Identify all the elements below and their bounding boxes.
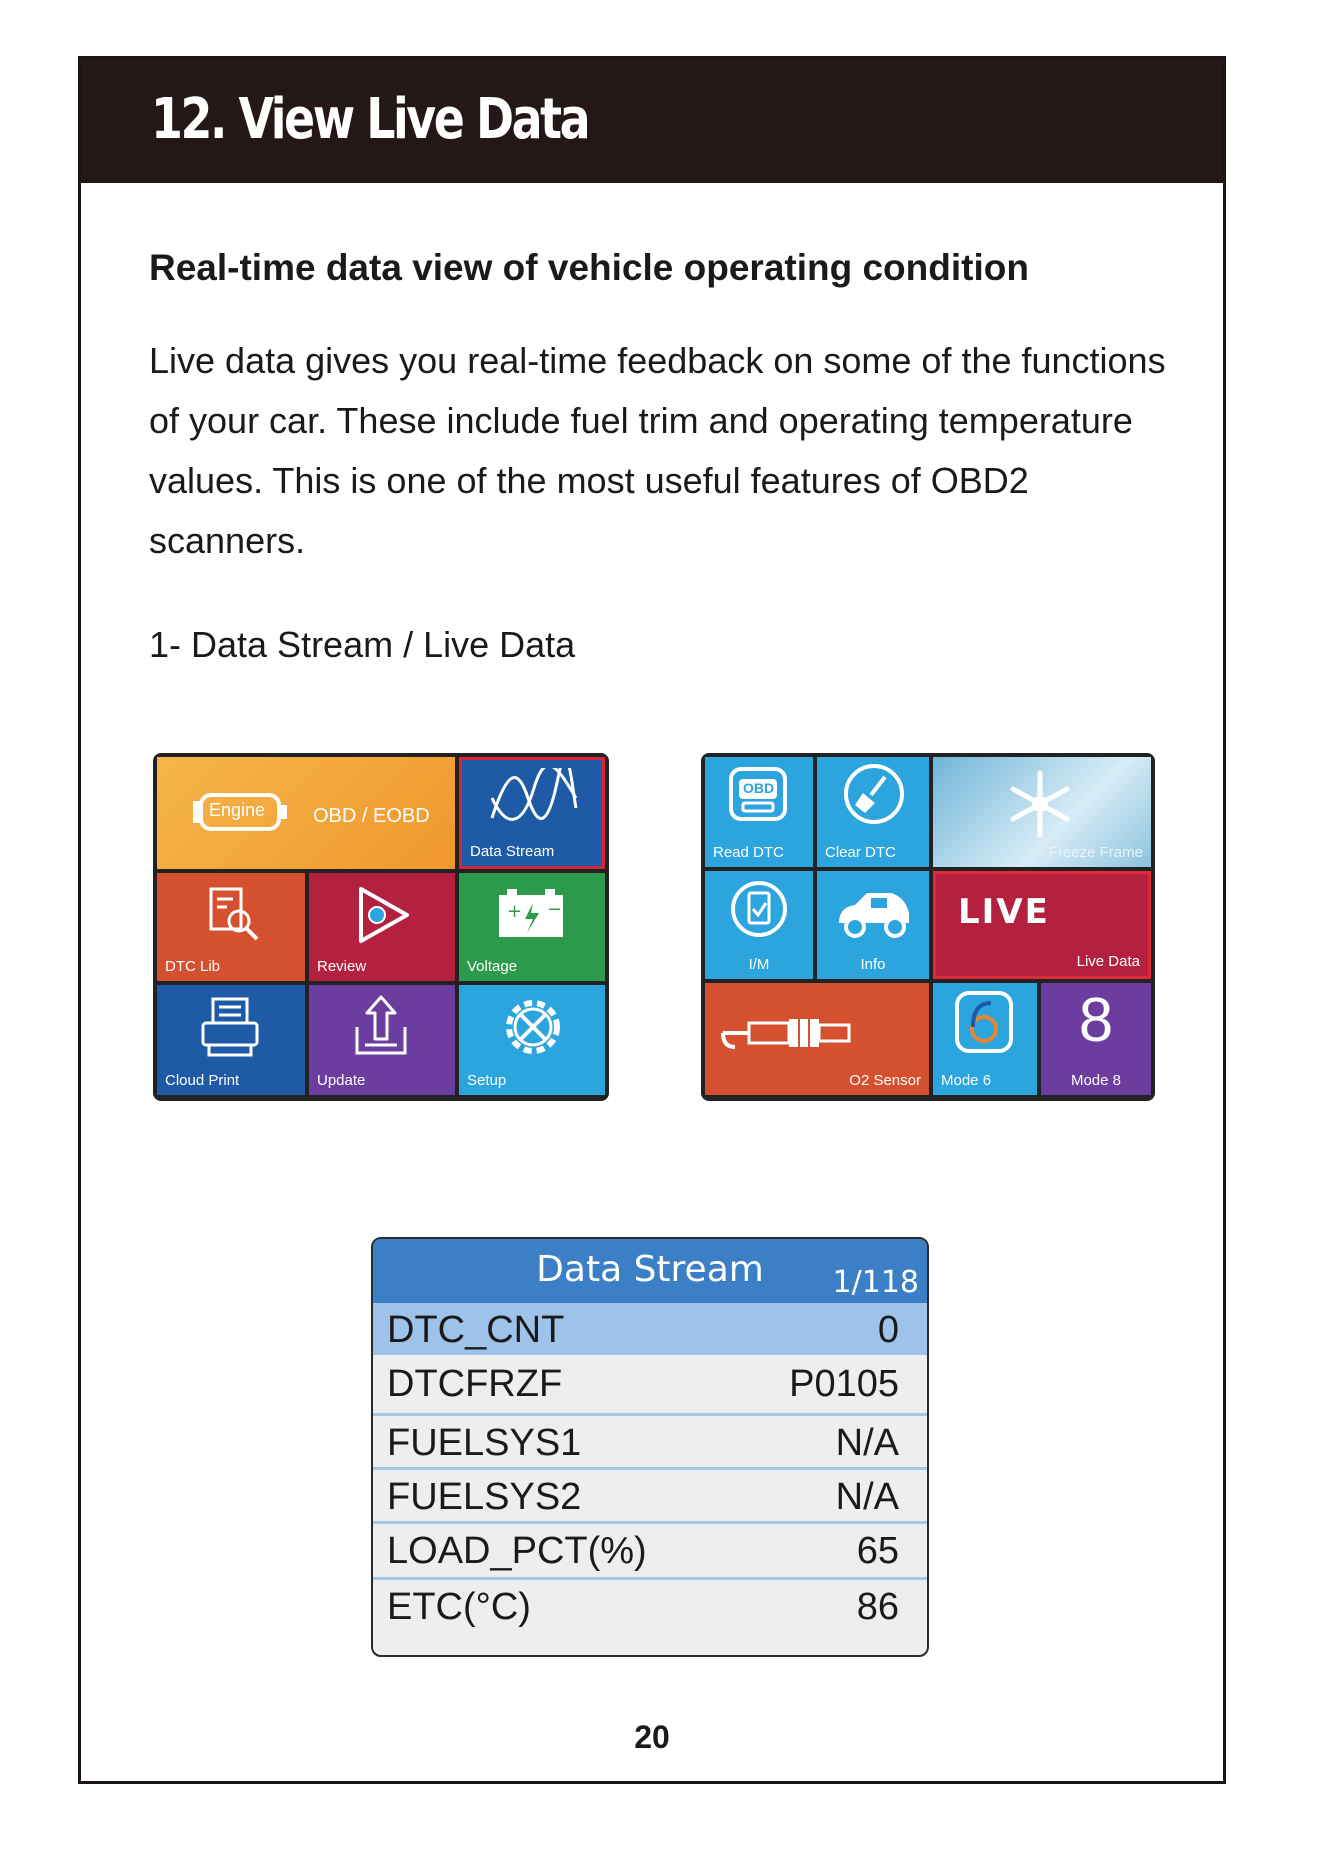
tile-review[interactable] bbox=[309, 873, 455, 981]
step-label: 1- Data Stream / Live Data bbox=[149, 624, 576, 665]
tile-clear-dtc[interactable] bbox=[817, 757, 929, 867]
tile-mode6-label: Mode 6 bbox=[941, 1072, 992, 1089]
row-value: 0 bbox=[877, 1309, 899, 1351]
mode8-digit: 8 bbox=[1078, 986, 1114, 1055]
page-frame bbox=[78, 56, 1226, 1784]
tile-setup-label: Setup bbox=[467, 1072, 507, 1089]
data-stream-row[interactable] bbox=[373, 1467, 927, 1519]
car-icon bbox=[833, 889, 915, 939]
row-value: P0105 bbox=[789, 1363, 899, 1405]
tile-obd-eobd[interactable] bbox=[157, 757, 455, 869]
svg-text:+: + bbox=[507, 901, 523, 922]
tile-mode8-label: Mode 8 bbox=[1070, 1072, 1122, 1089]
tile-voltage-label: Voltage bbox=[467, 958, 518, 975]
tile-setup[interactable] bbox=[459, 985, 605, 1095]
play-icon bbox=[351, 885, 415, 945]
tile-info-label: Info bbox=[860, 956, 886, 973]
tile-read-dtc-label: Read DTC bbox=[713, 844, 784, 861]
data-stream-header bbox=[373, 1239, 927, 1303]
broom-icon bbox=[841, 761, 907, 827]
tile-mode8[interactable] bbox=[1041, 983, 1151, 1095]
page-title: 12. View Live Data bbox=[151, 87, 589, 152]
engine-badge-text: Engine bbox=[209, 800, 266, 820]
tile-clear-dtc-label: Clear DTC bbox=[825, 844, 896, 861]
obd-menu-screen bbox=[701, 753, 1155, 1101]
tile-cloud-print-label: Cloud Print bbox=[165, 1072, 240, 1089]
row-key: FUELSYS2 bbox=[387, 1476, 582, 1518]
gear-tools-icon bbox=[497, 991, 569, 1063]
tile-im-label: I/M bbox=[748, 956, 770, 973]
data-stream-row[interactable] bbox=[373, 1413, 927, 1465]
tile-update-label: Update bbox=[317, 1072, 366, 1089]
data-stream-title: Data Stream bbox=[536, 1249, 764, 1290]
o2-sensor-icon bbox=[719, 1013, 859, 1053]
row-key: LOAD_PCT(%) bbox=[387, 1530, 647, 1572]
data-stream-row[interactable] bbox=[373, 1357, 927, 1409]
upload-icon bbox=[351, 993, 411, 1059]
tile-freeze-frame-label: Freeze Frame bbox=[1048, 844, 1143, 861]
tile-freeze-frame[interactable] bbox=[933, 757, 1151, 867]
tile-update[interactable] bbox=[309, 985, 455, 1095]
tile-review-label: Review bbox=[317, 958, 367, 975]
tile-voltage[interactable] bbox=[459, 873, 605, 981]
row-value: 86 bbox=[856, 1586, 899, 1628]
tile-info[interactable] bbox=[817, 871, 929, 979]
battery-icon bbox=[495, 885, 567, 941]
obd-badge-text: OBD bbox=[743, 780, 775, 796]
printer-icon bbox=[197, 995, 263, 1061]
clipboard-check-icon bbox=[729, 879, 789, 939]
row-value: N/A bbox=[835, 1476, 899, 1518]
data-stream-panel bbox=[371, 1237, 929, 1657]
page-number: 20 bbox=[634, 1719, 670, 1755]
tile-dtc-lib-label: DTC Lib bbox=[165, 958, 221, 975]
tile-mode6[interactable] bbox=[933, 983, 1037, 1095]
live-logo: LIVE bbox=[958, 892, 1050, 932]
tile-live-data[interactable] bbox=[933, 871, 1151, 979]
tile-read-dtc[interactable] bbox=[705, 757, 813, 867]
tile-obd-eobd-label: OBD / EOBD bbox=[313, 805, 430, 827]
main-menu-screen bbox=[153, 753, 609, 1101]
header-bar bbox=[81, 59, 1223, 183]
row-key: FUELSYS1 bbox=[387, 1422, 582, 1464]
tile-im[interactable] bbox=[705, 871, 813, 979]
tile-live-data-label: Live Data bbox=[1076, 953, 1140, 970]
waveform-icon bbox=[488, 768, 578, 824]
body-paragraph: Live data gives you real-time feedback on some of the functions of your car. These include fuel trim and operating temperature values. This is one of the most useful features of OBD2 scanners. bbox=[149, 340, 1166, 561]
document-search-icon bbox=[203, 885, 263, 945]
data-stream-row[interactable] bbox=[373, 1303, 927, 1355]
svg-text:−: − bbox=[547, 899, 563, 920]
tile-o2-sensor-label: O2 Sensor bbox=[849, 1072, 921, 1089]
tile-cloud-print[interactable] bbox=[157, 985, 305, 1095]
tile-data-stream[interactable] bbox=[459, 757, 605, 869]
tile-dtc-lib[interactable] bbox=[157, 873, 305, 981]
mode6-icon bbox=[953, 989, 1015, 1055]
tile-data-stream-label: Data Stream bbox=[470, 843, 555, 860]
row-key: DTC_CNT bbox=[387, 1309, 565, 1351]
section-subtitle: Real-time data view of vehicle operating condition bbox=[149, 247, 1029, 288]
data-stream-row[interactable] bbox=[373, 1577, 927, 1629]
snowflake-icon bbox=[1005, 769, 1075, 839]
row-key: DTCFRZF bbox=[387, 1363, 563, 1405]
row-value: N/A bbox=[835, 1422, 899, 1464]
tile-o2-sensor[interactable] bbox=[705, 983, 929, 1095]
row-key: ETC(°C) bbox=[387, 1586, 531, 1628]
row-value: 65 bbox=[856, 1530, 899, 1572]
data-stream-page-indicator: 1/118 bbox=[832, 1265, 919, 1300]
data-stream-row[interactable] bbox=[373, 1521, 927, 1573]
